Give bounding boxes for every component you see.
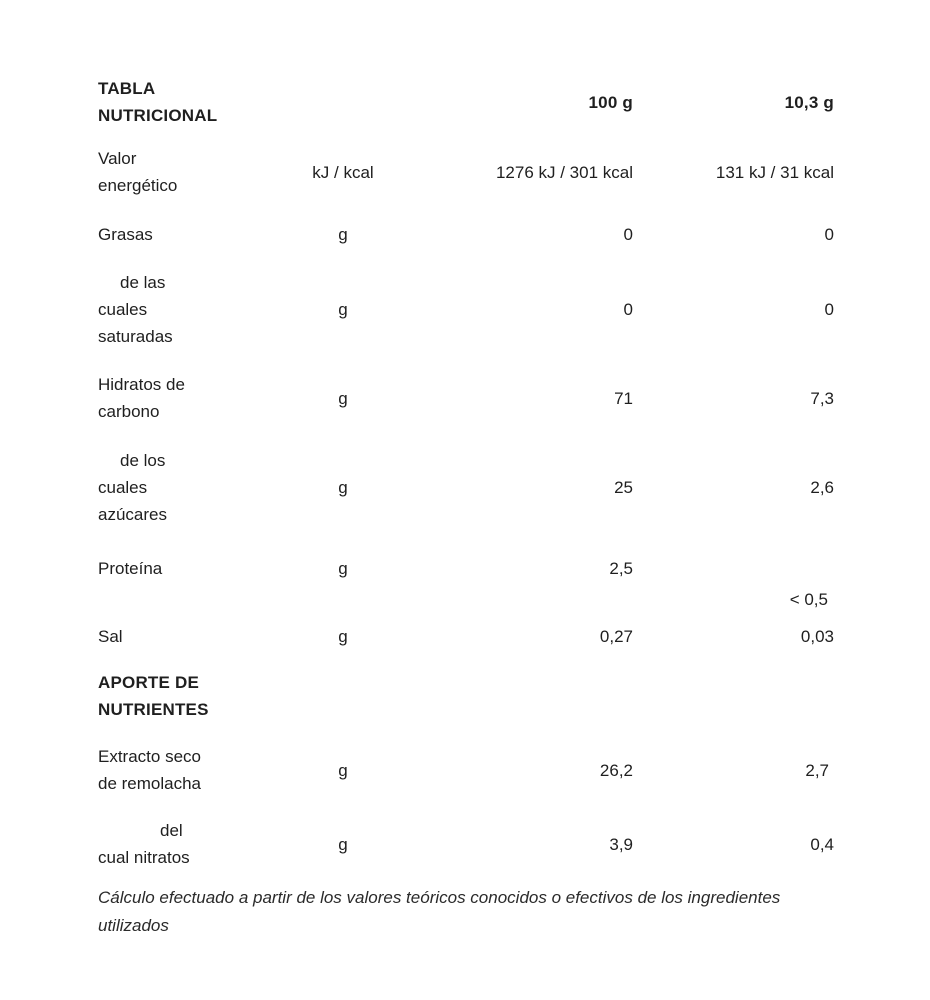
row-value-100g: 0,27 [599, 626, 633, 646]
row-value-serving: 0 [824, 299, 834, 319]
row-unit: kJ / kcal [312, 162, 374, 182]
row-label: de los cuales azúcares [98, 450, 167, 524]
row-value-100g: 71 [614, 388, 633, 408]
row-unit: g [338, 477, 348, 497]
table-row [98, 369, 834, 427]
table-row [98, 445, 834, 529]
row-value-serving: 2,6 [810, 477, 834, 497]
row-value-serving: 0 [824, 224, 834, 244]
row-value-serving: 131 kJ / 31 kcal [715, 162, 834, 182]
row-label: Extracto seco de remolacha [98, 747, 202, 793]
footnote: Cálculo efectuado a partir de los valores teóricos conocidos o efectivos de los ingredientes utilizados [98, 888, 781, 935]
row-unit: g [338, 760, 348, 780]
row-value-100g: 3,9 [609, 834, 633, 854]
row-value-100g: 2,5 [609, 559, 633, 578]
row-unit: g [338, 559, 348, 578]
table-row [98, 219, 834, 249]
row-unit: g [338, 388, 348, 408]
row-unit: g [338, 626, 348, 646]
table-row [98, 815, 834, 873]
row-label: del cual nitratos [98, 821, 190, 867]
column-header-serving: 10,3 g [784, 92, 834, 112]
section-title: APORTE DE NUTRIENTES [98, 673, 209, 719]
row-label: Hidratos de carbono [98, 375, 185, 421]
row-value-serving: 0,03 [800, 626, 834, 646]
row-value-100g: 0 [623, 224, 633, 244]
table-row [98, 555, 834, 613]
row-value-100g: 1276 kJ / 301 kcal [495, 162, 633, 182]
row-unit: g [338, 834, 348, 854]
row-value-100g: 26,2 [599, 760, 633, 780]
row-value-serving: < 0,5 [789, 590, 828, 609]
row-label: Grasas [98, 224, 153, 244]
table-row [98, 267, 834, 351]
nutrition-table [98, 73, 834, 873]
table-title: TABLA NUTRICIONAL [98, 79, 218, 125]
row-value-serving: 0,4 [810, 834, 834, 854]
row-value-100g: 0 [623, 299, 633, 319]
row-value-100g: 25 [614, 477, 633, 497]
row-label: Valor energético [98, 149, 178, 195]
column-header-100g: 100 g [588, 92, 633, 112]
row-label: Proteína [98, 559, 163, 578]
table-row [98, 621, 834, 651]
section-header-row [98, 667, 834, 725]
table-header-row [98, 73, 834, 131]
row-value-serving: 7,3 [810, 388, 834, 408]
table-row [98, 143, 834, 201]
row-unit: g [338, 224, 348, 244]
row-label: Sal [98, 626, 123, 646]
table-row [98, 741, 834, 799]
row-value-serving: 2,7 [805, 760, 829, 780]
row-unit: g [338, 299, 348, 319]
row-label: de las cuales saturadas [98, 272, 173, 346]
